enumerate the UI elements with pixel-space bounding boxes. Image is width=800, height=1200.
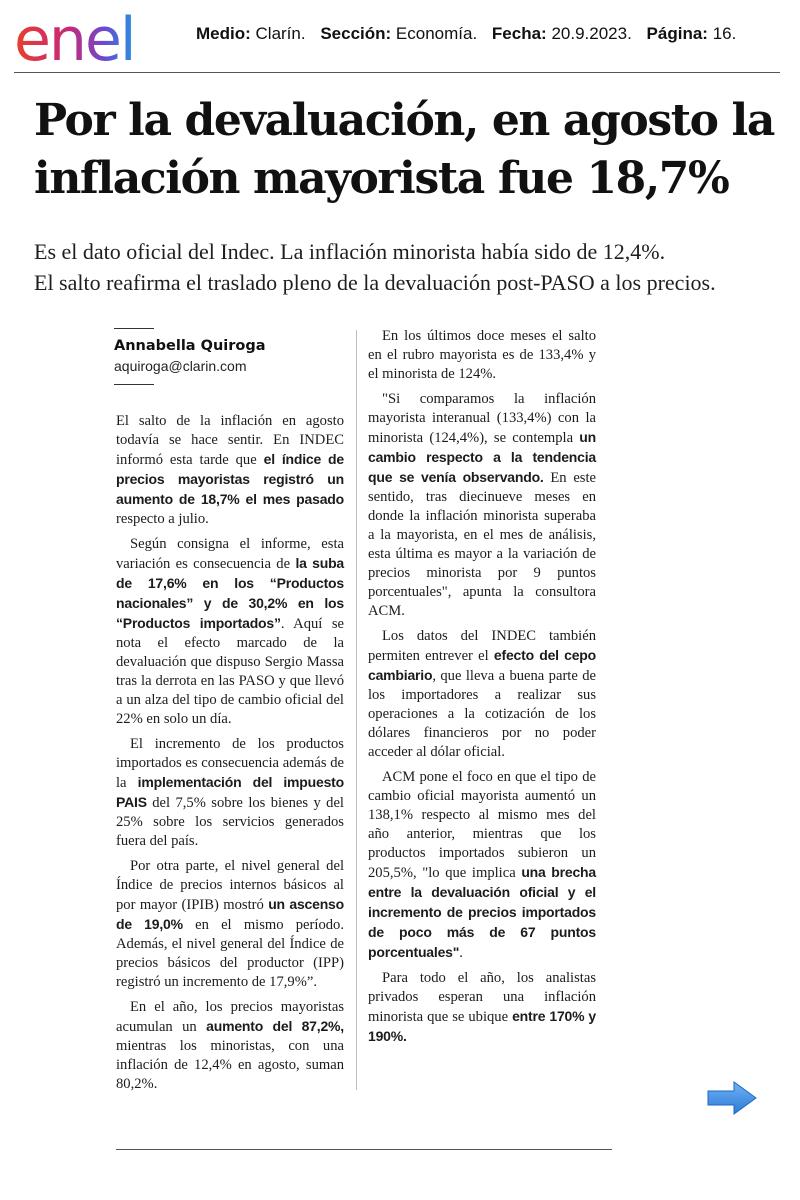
paragraph: Los datos del INDEC también permiten entrever el efecto del cepo cambiario, que lleva a buena parte de los importadores a realizar sus operaciones a la cotización de los dólares financieros por no poder acceder al dólar oficial.	[368, 628, 596, 760]
paragraph: El salto de la inflación en agosto todavía se hace sentir. En INDEC informó esta tarde que el índice de precios mayoristas registró un aumento de 18,7% el mes pasado respecto a julio.	[116, 413, 344, 527]
seccion-label: Sección:	[320, 24, 392, 43]
paragraph: ACM pone el foco en que el tipo de cambio oficial mayorista aumentó un 138,1% respecto al mismo mes del año anterior, mientras que los productos importados subieron un 205,5%, "lo que implica una brecha entre la devaluación oficial y el incremento de precios importados de poco más de 67 puntos porcentuales".	[368, 769, 596, 961]
paragraph: En el año, los precios mayoristas acumulan un aumento del 87,2%, mientras los minoristas, con una inflación de 12,4% en agosto, suman 80,2%.	[116, 999, 344, 1092]
paragraph: "Si comparamos la inflación mayorista interanual (133,4%) con la minorista (124,4%), se contempla un cambio respecto a la tendencia que se venía observando. En este sentido, tras diecinueve meses en donde la inflación minorista superaba a la mayorista, en el mes de análisis, esta última es mayor a la variación de precios minorista por 9 puntos porcentuales", apunta la consultora ACM.	[368, 391, 597, 619]
paragraph: En los últimos doce meses el salto en el rubro mayorista es de 133,4% y el minorista de 124%.	[368, 328, 596, 382]
paragraph: El incremento de los productos importados es consecuencia además de la implementación del impuesto PAIS del 7,5% sobre los bienes y del 25% sobre los servicios generados fuera del país.	[116, 736, 344, 849]
subhead-line-1: Es el dato oficial del Indec. La inflación minorista había sido de 12,4%.	[34, 239, 666, 264]
column-divider	[356, 330, 357, 1090]
pagina-label: Página:	[646, 24, 708, 43]
author-name: Annabella Quiroga	[114, 338, 266, 354]
footer-divider	[116, 1149, 612, 1150]
author-email: aquiroga@clarin.com	[114, 358, 247, 374]
arrow-right-icon[interactable]	[706, 1080, 758, 1116]
medio-label: Medio:	[196, 24, 251, 43]
paragraph: Según consigna el informe, esta variación es consecuencia de la suba de 17,6% en los “Productos nacionales” y de 30,2% en los “Productos importados”. Aquí se nota el efecto marcado de la devaluación que dispuso Sergio Massa tras la derrota en las PASO y que llevó a un alza del tipo de cambio oficial del 22% en solo un día.	[116, 536, 345, 727]
article-subhead	[34, 236, 784, 298]
article-headline: Por la devaluación, en agosto la inflación mayorista fue 18,7%	[34, 95, 774, 204]
paragraph: Para todo el año, los analistas privados esperan una inflación minorista que se ubique entre 170% y 190%.	[368, 970, 596, 1044]
byline-rule-bottom	[114, 384, 154, 385]
article-column-1	[116, 412, 344, 1100]
clipping-metadata	[196, 24, 796, 44]
byline-rule-top	[114, 328, 154, 329]
fecha-value: 20.9.2023.	[551, 24, 632, 43]
subhead-line-2: El salto reafirma el traslado pleno de la devaluación post-PASO a los precios.	[34, 270, 716, 295]
header-divider	[14, 72, 780, 73]
article-column-2	[368, 327, 596, 1053]
fecha-label: Fecha:	[491, 24, 547, 43]
medio-value: Clarín.	[255, 24, 306, 43]
svg-text:enel: enel	[14, 6, 135, 68]
seccion-value: Economía.	[395, 24, 478, 43]
enel-logo	[14, 6, 182, 68]
paragraph: Por otra parte, el nivel general del Índice de precios internos básicos al por mayor (IPIB) mostró un ascenso de 19,0% en el mismo período. Además, el nivel general del Índice de precios básicos del productor (IPP) registró un incremento de 17,9%”.	[116, 858, 344, 990]
pagina-value: 16.	[712, 24, 737, 43]
